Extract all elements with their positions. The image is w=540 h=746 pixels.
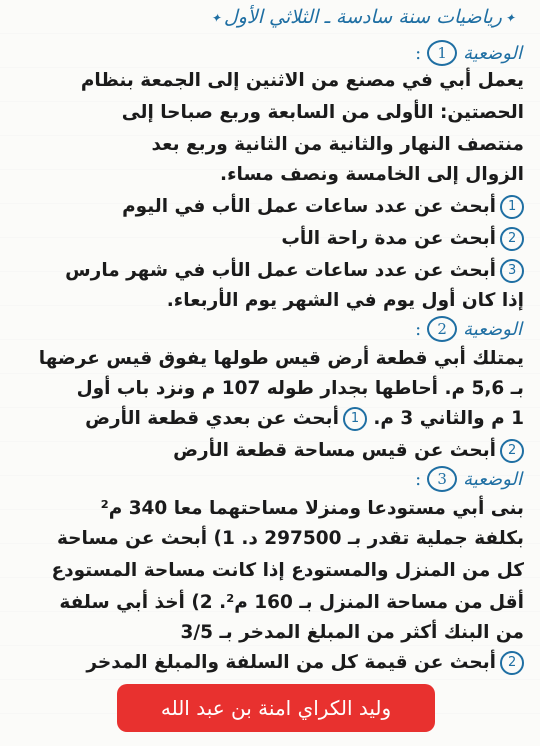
section-3-title xyxy=(415,466,522,492)
paragraph-line: منتصف النهار والثانية من الثانية وربع بعد xyxy=(151,134,524,155)
question-number-badge: 2 xyxy=(500,651,524,675)
paragraph-line: الحصتين: الأولى من السابعة وربع صباحا إلى xyxy=(121,102,524,123)
question-text: أبحث عن قيمة كل من السلفة والمبلغ المدخر xyxy=(86,652,496,673)
question-number-badge: 2 xyxy=(500,227,524,251)
paragraph-line: بنى أبي مستودعا ومنزلا مساحتهما معا 340 م² xyxy=(100,498,524,519)
paragraph-line: إذا كان أول يوم في الشهر يوم الأربعاء. xyxy=(166,290,524,311)
paragraph-line: كل من المنزل والمستودع إذا كانت مساحة المستودع xyxy=(51,560,524,581)
star-bullet-icon: ✦ xyxy=(504,11,515,25)
section-number-badge: 1 xyxy=(427,40,457,66)
question-line xyxy=(14,404,524,434)
paragraph-line: بـ 5,6 م. أحاطها بجدار طوله 107 م ونزد باب أول xyxy=(76,378,524,399)
paragraph-line: يعمل أبي في مصنع من الاثنين إلى الجمعة بنظام xyxy=(80,70,524,91)
question-text: أبحث عن عدد ساعات عمل الأب في اليوم xyxy=(122,196,496,217)
section-label: الوضعية xyxy=(463,468,522,490)
section-number-badge: 2 xyxy=(427,316,457,342)
section-number-badge: 3 xyxy=(427,466,457,492)
section-1-title xyxy=(415,40,522,66)
colon: : xyxy=(415,468,422,490)
authors-text: وليد الكراي امنة بن عبد الله xyxy=(160,696,392,720)
paragraph-line: بكلفة جملية تقدر بـ 297500 د. 1) أبحث عن مساحة xyxy=(56,528,524,549)
section-label: الوضعية xyxy=(463,318,522,340)
star-bullet-icon: ✦ xyxy=(210,11,221,25)
colon: : xyxy=(415,318,422,340)
colon: : xyxy=(415,42,422,64)
authors-banner xyxy=(117,684,435,732)
question-line xyxy=(14,436,524,466)
question-text: أبحث عن بعدي قطعة الأرض xyxy=(85,408,339,429)
section-label: الوضعية xyxy=(463,42,522,64)
page-header xyxy=(40,6,518,28)
question-text: أبحث عن قيس مساحة قطعة الأرض xyxy=(173,440,496,461)
paragraph-text: 1 م والثاني 3 م. xyxy=(373,408,524,429)
paragraph-line: من البنك أكثر من المبلغ المدخر بـ 3/5 xyxy=(180,622,524,643)
paragraph-line: يمتلك أبي قطعة أرض قيس طولها يفوق قيس عرضها xyxy=(38,348,524,369)
paragraph-line: الزوال إلى الخامسة ونصف مساء. xyxy=(220,164,524,185)
question-line xyxy=(14,224,524,254)
section-2-title xyxy=(415,316,522,342)
paragraph-line: أقل من مساحة المنزل بـ 160 م². 2) أخذ أبي سلفة xyxy=(59,592,524,613)
question-text: أبحث عن عدد ساعات عمل الأب في شهر مارس xyxy=(65,260,496,281)
question-line xyxy=(14,192,524,222)
question-number-badge: 3 xyxy=(500,259,524,283)
question-number-badge: 1 xyxy=(343,407,367,431)
question-line xyxy=(14,256,524,286)
question-line xyxy=(14,648,524,678)
question-number-badge: 2 xyxy=(500,439,524,463)
header-title: رياضيات سنة سادسة ـ الثلاثي الأول xyxy=(223,6,502,28)
question-number-badge: 1 xyxy=(500,195,524,219)
question-text: أبحث عن مدة راحة الأب xyxy=(281,228,496,249)
